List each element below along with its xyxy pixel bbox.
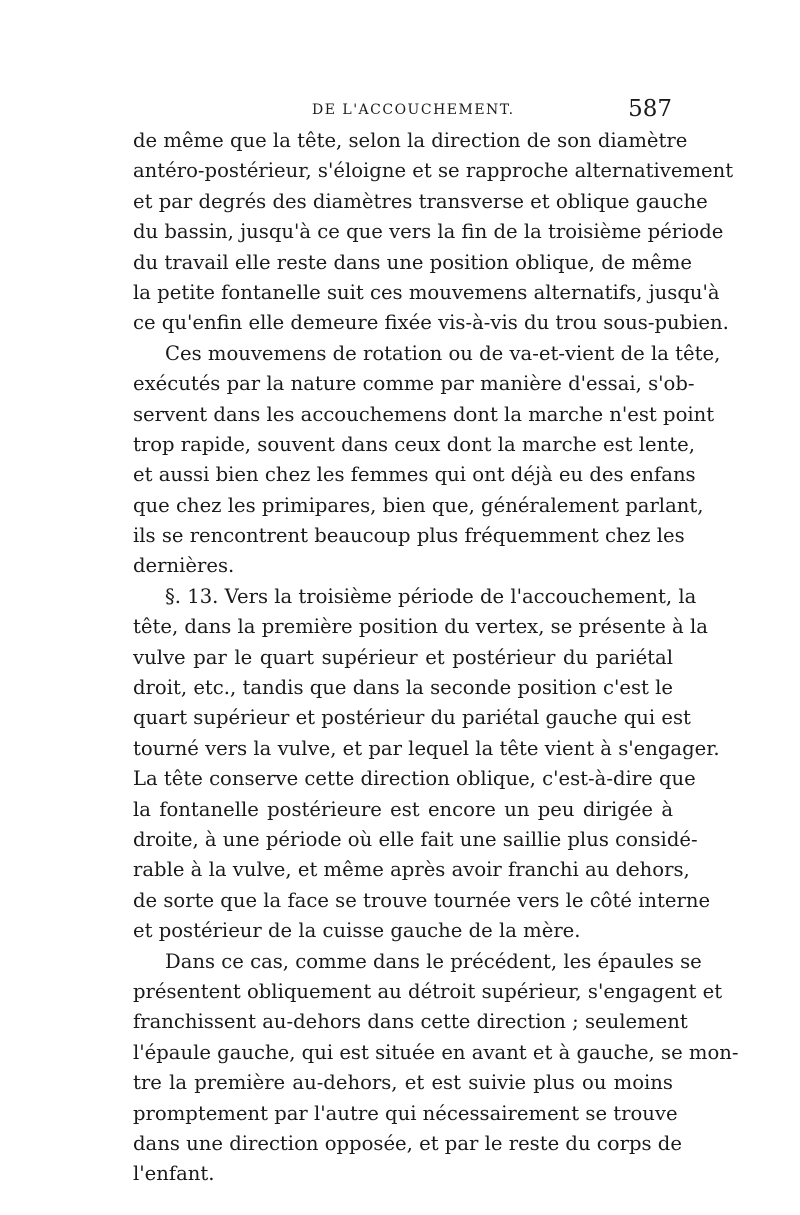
- text-line: ils se rencontrent beaucoup plus fréquemment chez les: [133, 524, 685, 548]
- text-line: la fontanelle postérieure est encore un peu dirigée à: [133, 797, 673, 821]
- text-line: vulve par le quart supérieur et postérieur du pariétal: [133, 645, 673, 669]
- text-line: ce qu'enfin elle demeure fixée vis-à-vis du trou sous-pubien.: [133, 311, 729, 335]
- text-line: rable à la vulve, et même après avoir franchi au dehors,: [133, 858, 690, 882]
- text-line: et par degrés des diamètres transverse et oblique gauche: [133, 189, 708, 213]
- text-line: antéro-postérieur, s'éloigne et se rapproche alternativement: [133, 159, 734, 183]
- text-line: droit, etc., tandis que dans la seconde position c'est le: [133, 676, 673, 700]
- text-line: §. 13. Vers la troisième période de l'accouchement, la: [165, 584, 697, 608]
- text-line: Dans ce cas, comme dans le précédent, les épaules se: [165, 949, 702, 973]
- text-line: servent dans les accouchemens dont la marche n'est point: [133, 402, 715, 426]
- text-line: de sorte que la face se trouve tournée vers le côté interne: [133, 888, 711, 912]
- text-line: promptement par l'autre qui nécessairement se trouve: [133, 1101, 678, 1125]
- text-line: exécutés par la nature comme par manière d'essai, s'ob-: [133, 372, 695, 396]
- text-line: du bassin, jusqu'à ce que vers la fin de la troisième période: [133, 220, 724, 244]
- text-line: La tête conserve cette direction oblique, c'est-à-dire que: [133, 767, 696, 791]
- text-line: la petite fontanelle suit ces mouvemens alternatifs, jusqu'à: [133, 280, 720, 304]
- body-text: [133, 126, 739, 1190]
- text-line: quart supérieur et postérieur du pariétal gauche qui est: [133, 706, 691, 730]
- text-line: Ces mouvemens de rotation ou de va-et-vient de la tête,: [165, 341, 721, 365]
- text-line: de même que la tête, selon la direction de son diamètre: [133, 129, 688, 152]
- text-line: et postérieur de la cuisse gauche de la mère.: [133, 919, 581, 943]
- text-line: trop rapide, souvent dans ceux dont la marche est lente,: [133, 432, 695, 456]
- text-line: et aussi bien chez les femmes qui ont déjà eu des enfans: [133, 463, 696, 487]
- running-title: DE L'ACCOUCHEMENT.: [312, 102, 515, 118]
- text-line: dans une direction opposée, et par le reste du corps de: [133, 1131, 682, 1155]
- text-line: tourné vers la vulve, et par lequel la tête vient à s'engager.: [133, 736, 720, 760]
- text-line: que chez les primipares, bien que, généralement parlant,: [133, 493, 704, 517]
- running-head: [312, 96, 672, 126]
- text-line: présentent obliquement au détroit supérieur, s'engagent et: [133, 979, 723, 1003]
- text-line: tre la première au-dehors, et est suivie plus ou moins: [133, 1071, 673, 1095]
- text-line: du travail elle reste dans une position oblique, de même: [133, 250, 692, 274]
- text-line: tête, dans la première position du vertex, se présente à la: [133, 615, 708, 639]
- text-line: l'enfant.: [133, 1162, 215, 1186]
- page-number: 587: [628, 96, 672, 122]
- text-line: franchissent au-dehors dans cette direction ; seulement: [133, 1010, 688, 1034]
- text-line: droite, à une période où elle fait une saillie plus considé-: [133, 827, 698, 851]
- text-line: dernières.: [133, 554, 235, 578]
- text-line: l'épaule gauche, qui est située en avant et à gauche, se mon-: [133, 1040, 739, 1064]
